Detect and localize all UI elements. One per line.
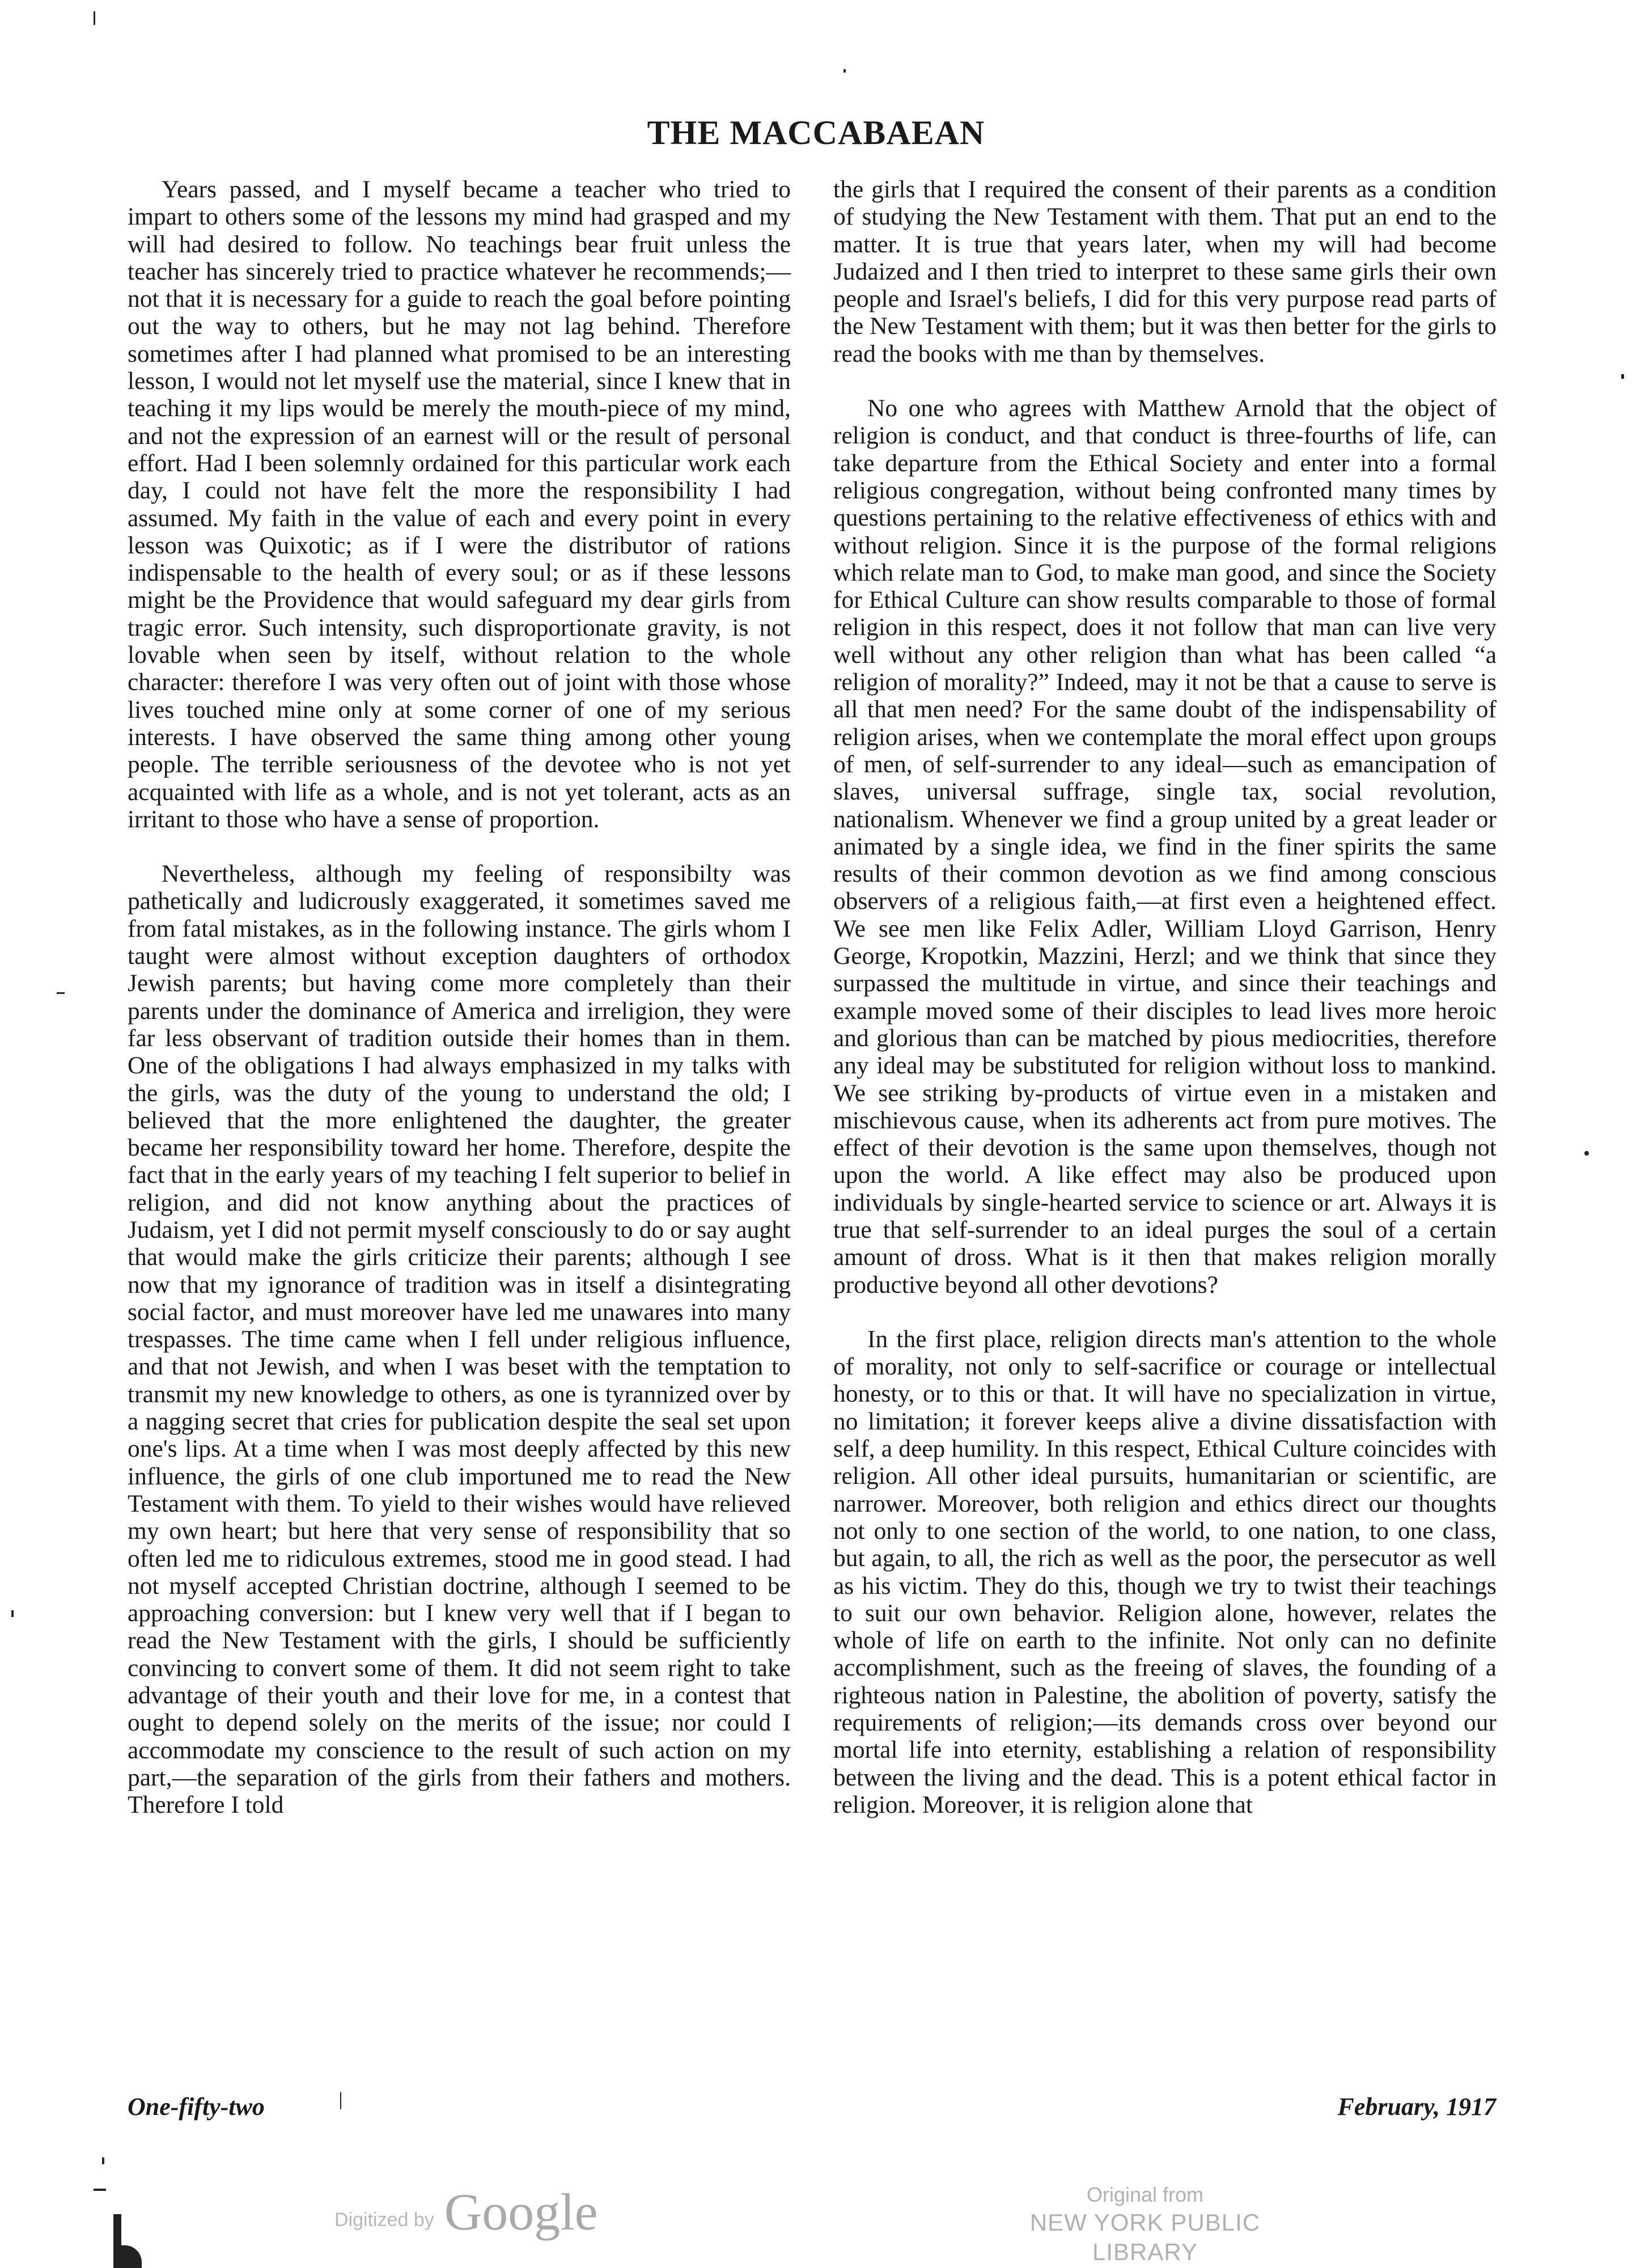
scan-edge-mark (94, 2189, 106, 2191)
scan-speck (94, 11, 95, 25)
paragraph: Years passed, and I myself became a teacher who tried to impart to others some of the lessons my mind had grasped and my will had desired to follow. No teachings bear fruit unless the teacher has sincerely tried to practice whatever he recommends;—not that it is necessary for a guide to reach the goal before pointing out the way to others, but he may not lag behind. Therefore sometimes after I had planned what promised to be an interesting lesson, I would not let myself use the material, since I knew that in teaching it my lips would be merely the mouth-piece of my mind, and not the expression of an earnest will or the result of personal effort. Had I been solemnly ordained for this particular work each day, I could not have felt the more the responsibility I had assumed. My faith in the value of each and every point in every lesson was Quixotic; as if I were the distributor of rations indispensable to the health of every soul; or as if these lessons might be the Providence that would safeguard my dear girls from tragic error. Such intensity, such disproportionate gravity, is not lovable when seen by itself, without relation to the whole character: therefore I was very often out of joint with those whose lives touched mine only at some corner of one of my serious interests. I have observed the same thing among other young people. The terrible seriousness of the devotee who is not yet acquainted with life as a whole, and is not yet tolerant, acts as an irritant to those who have a sense of proportion. (128, 176, 791, 833)
paragraph: In the first place, religion directs man's attention to the whole of morality, not only to self-sacrifice or courage or intellectual honesty, or to this or that. It will have no specialization in virtue, no limitation; it forever keeps alive a divine dissatisfaction with self, a deep humility. In this respect, Ethical Culture coincides with religion. All other ideal pursuits, humanitarian or scientific, are narrower. Moreover, both religion and ethics direct our thoughts not only to one section of the world, to one nation, to one class, but again, to all, the rich as well as the poor, the persecutor as well as his victim. They do this, though we try to twist their teachings to suit our own behavior. Religion alone, however, relates the whole of life on earth to the infinite. Not only can no definite accomplishment, such as the freeing of slaves, the founding of a righteous nation in Palestine, the abolition of poverty, satisfy the requirements of religion;—its demands cross over beyond our mortal life into eternity, establishing a relation of responsibility between the living and the dead. This is a potent ethical factor in religion. Moreover, it is religion alone that (833, 1325, 1497, 1818)
scan-speck (57, 992, 65, 994)
google-logo: Google (444, 2183, 598, 2241)
page-number: One-fifty-two (128, 2093, 265, 2121)
paragraph: Nevertheless, although my feeling of responsibilty was pathetically and ludicrously exaggerated, it sometimes saved me from fatal mistakes, as in the following instance. The girls whom I taught were almost without exception daughters of orthodox Jewish parents; but having come more completely than their parents under the dominance of America and irreligion, they were far less observant of tradition outside their homes than in them. One of the obligations I had always emphasized in my talks with the girls, was the duty of the young to understand the old; I believed that the more enlightened the daughter, the greater became her responsibility toward her home. Therefore, despite the fact that in the early years of my teaching I felt superior to belief in religion, and did not know anything about the practices of Judaism, yet I did not permit myself consciously to do or say aught that would make the girls criticize their parents; although I see now that my ignorance of tradition was in itself a disintegrating social factor, and must moreover have led me unawares into many trespasses. The time came when I fell under religious influence, and that not Jewish, and when I was beset with the temptation to transmit my new knowledge to others, as one is tyrannized over by a nagging secret that cries for publication despite the seal set upon one's lips. At a time when I was most deeply affected by this new influence, the girls of one club importuned me to read the New Testament with them. To yield to their wishes would have relieved my own heart; but here that very sense of responsibility that so often led me to ridiculous extremes, stood me in good stead. I had not myself accepted Christian doctrine, although I seemed to be approaching conversion: but I knew very well that if I began to read the New Testament with the girls, I should be sufficiently convincing to convert some of them. It did not seem right to take advantage of their youth and their love for me, in a contest that ought to depend solely on the merits of the issue; nor could I accommodate my conscience to the result of such action on my part,—the separation of the girls from their fathers and mothers. Therefore I told (128, 860, 791, 1819)
digitized-label: Digitized by (334, 2209, 434, 2231)
paragraph: the girls that I required the consent of their parents as a condition of studying the New Testament with them. That put an end to the matter. It is true that years later, when my will had become Judaized and I then tried to interpret to these same girls their own people and Israel's beliefs, I did for this very purpose read parts of the New Testament with them; but it was then better for the girls to read the books with me than by themselves. (833, 176, 1497, 367)
scan-edge-mark (119, 2245, 142, 2268)
scan-speck (1584, 1151, 1589, 1156)
paragraph: No one who agrees with Matthew Arnold that the object of religion is conduct, and that conduct is three-fourths of life, can take departure from the Ethical Society and enter into a formal religious congregation, without being confronted many times by questions pertaining to the relative effectiveness of ethics with and without religion. Since it is the purpose of the formal religions which relate man to God, to make man good, and since the Society for Ethical Culture can show results comparable to those of formal religion in this respect, does it not follow that man can live very well without any other religion than what has been called “a religion of morality?” Indeed, may it not be that a cause to serve is all that men need? For the same doubt of the indispensability of religion arises, when we contemplate the moral effect upon groups of men, of self-surrender to any ideal—such as emancipation of slaves, universal suffrage, single tax, social revolution, nationalism. Whenever we find a group united by a great leader or animated by a single idea, we find in the finer spirits the same results of their common devotion as we find among conscious observers of a religious faith,—at first even a heightened effect. We see men like Felix Adler, William Lloyd Garrison, Henry George, Kropotkin, Mazzini, Herzl; and we think that since they surpassed the multitude in virtue, and since their teachings and example moved some of their disciples to lead lives more heroic and glorious than can be matched by pious mediocrities, therefore any ideal may be substituted for religion without loss to mankind. We see striking by-products of virtue even in a mistaken and mischievous cause, when its adherents act from pure motives. The effect of their devotion is the same upon themselves, though not upon the world. A like effect may also be produced upon individuals by single-hearted service to science or art. Always it is true that self-surrender to an ideal purges the soul of a certain amount of dross. What is it then that makes religion morally productive beyond all other devotions? (833, 395, 1497, 1298)
scan-speck (843, 69, 846, 73)
scan-speck (102, 2157, 104, 2164)
scan-speck (340, 2092, 341, 2109)
scan-speck (1621, 374, 1624, 379)
digitized-by-watermark (334, 2183, 598, 2241)
original-from-watermark (975, 2182, 1315, 2267)
scan-speck (11, 1610, 14, 1617)
page-title: THE MACCABAEAN (647, 114, 985, 151)
left-column (128, 176, 791, 1846)
library-name: NEW YORK PUBLIC LIBRARY (1029, 2209, 1261, 2265)
right-column (833, 176, 1497, 1846)
issue-date: February, 1917 (1337, 2093, 1496, 2121)
original-from-label: Original from (1086, 2183, 1204, 2206)
